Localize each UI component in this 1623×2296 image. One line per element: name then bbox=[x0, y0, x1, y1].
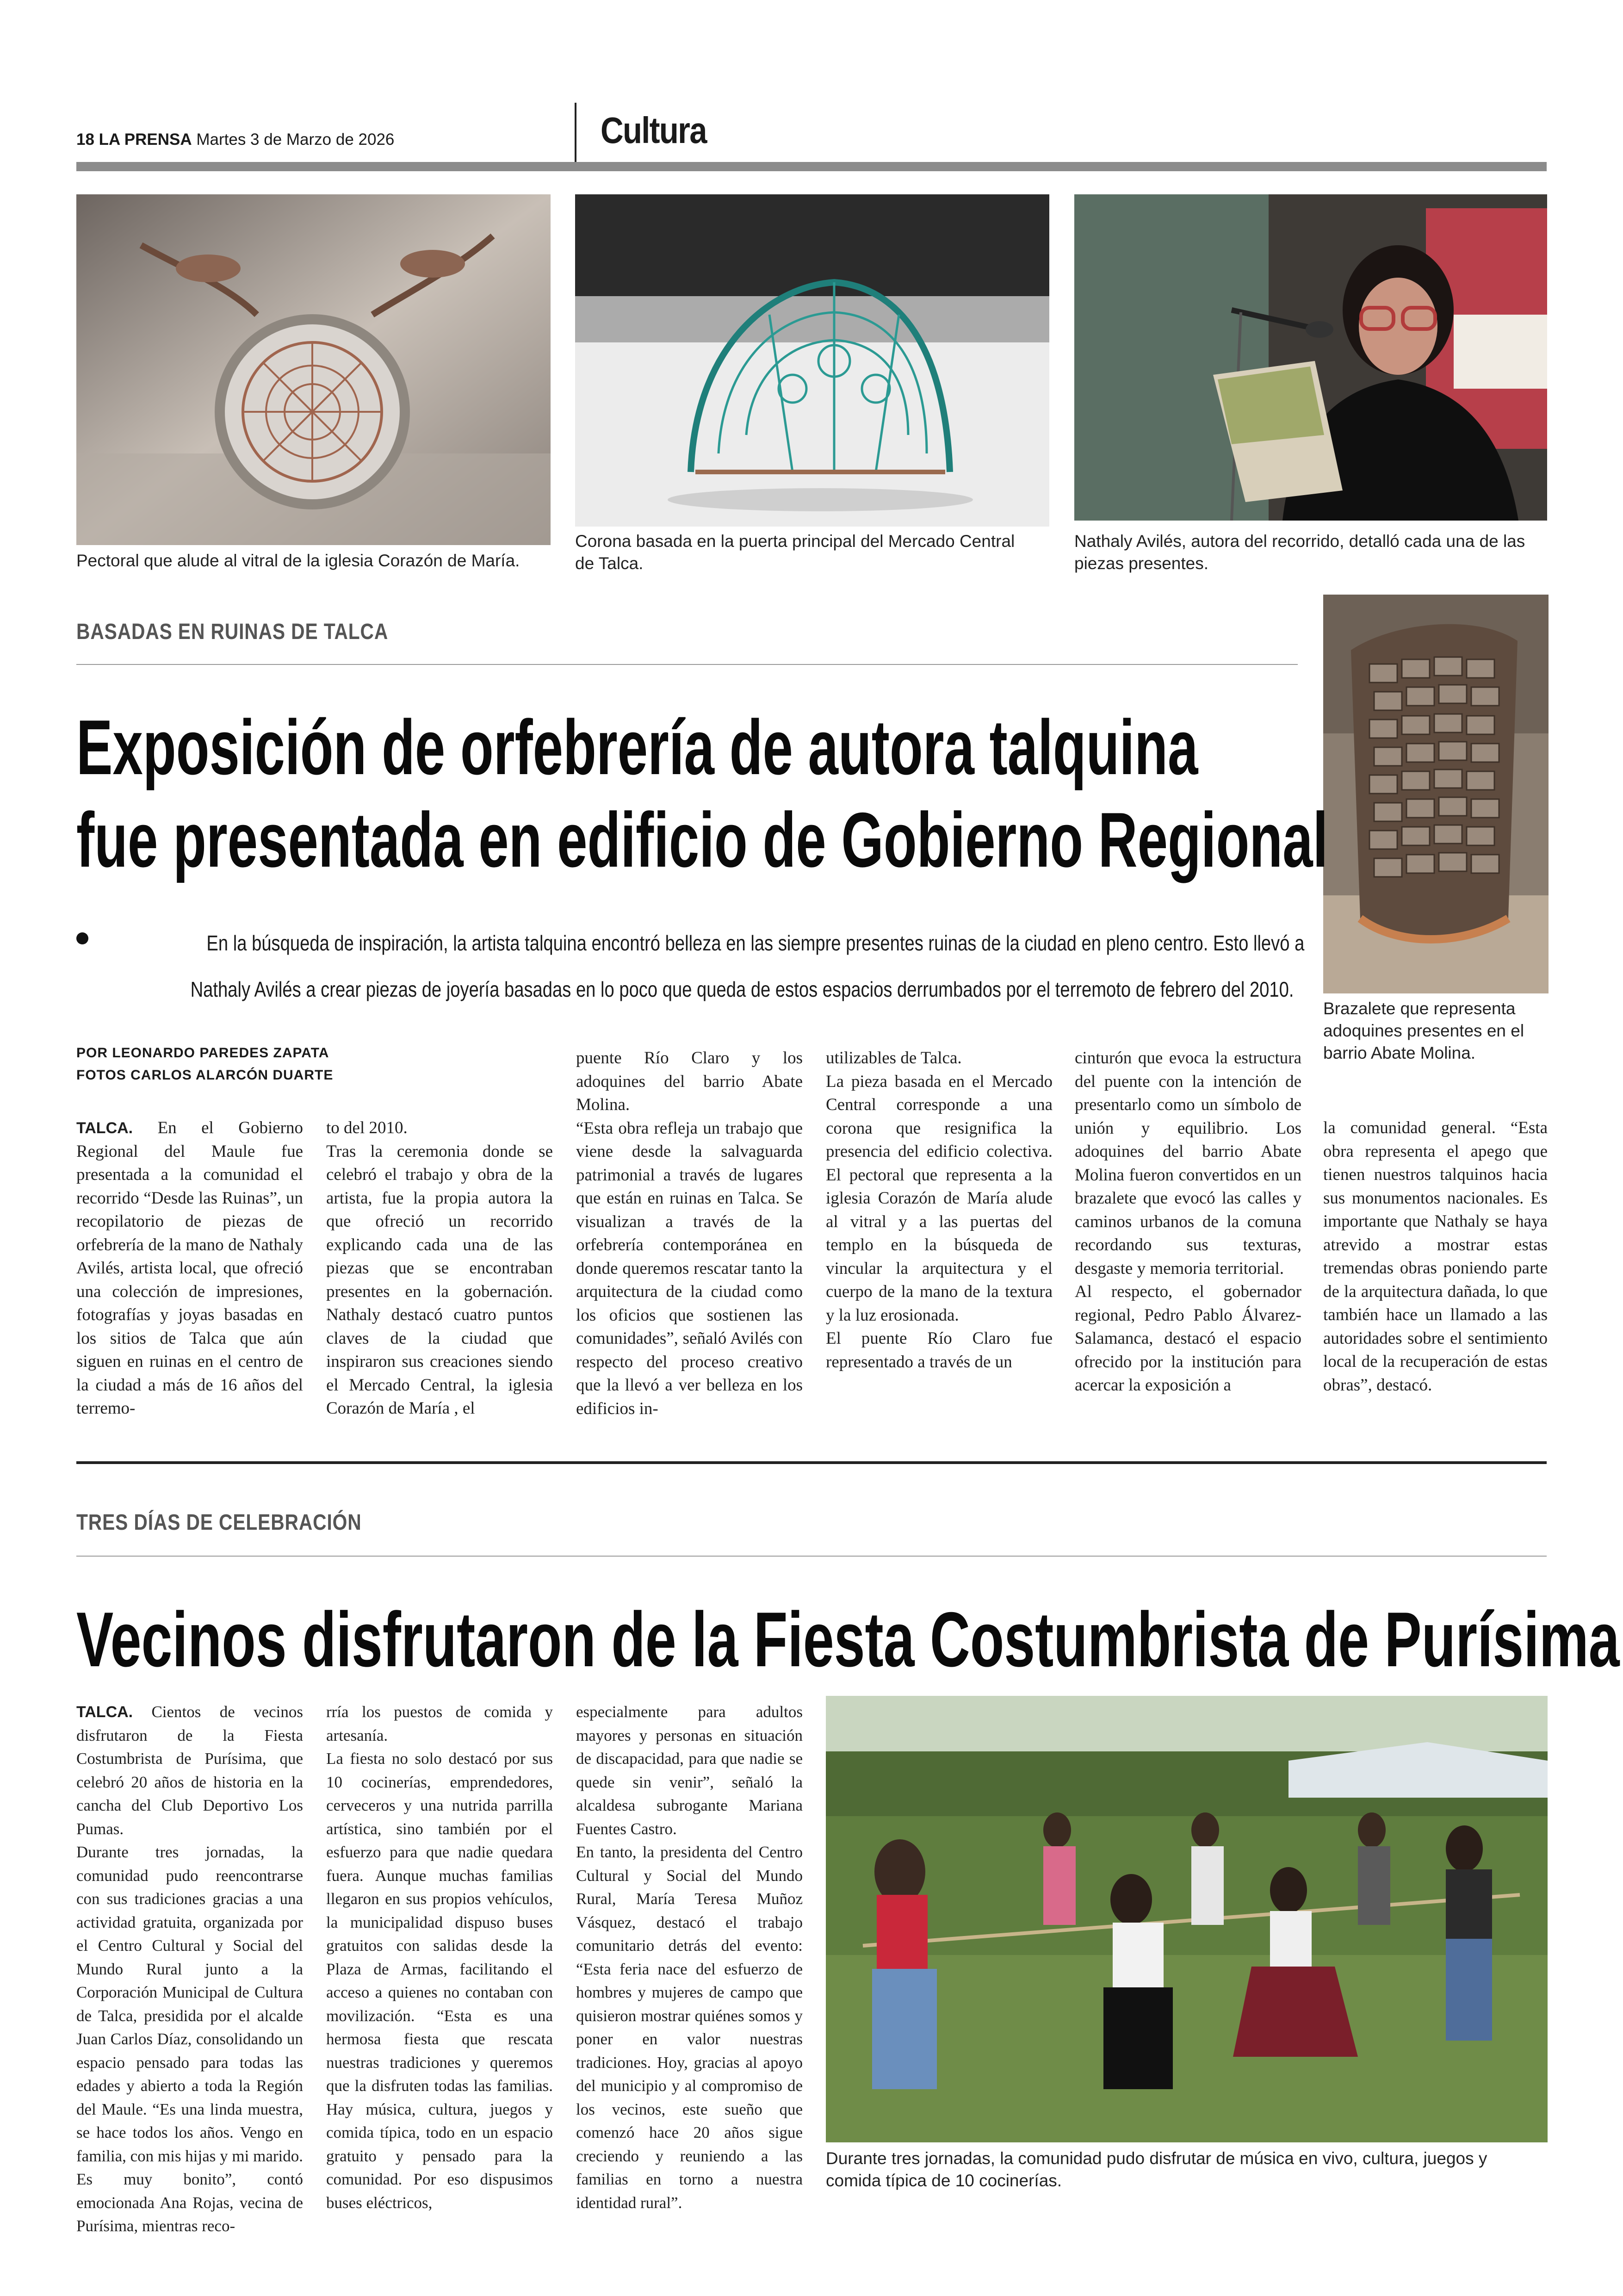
header-rule bbox=[76, 162, 1547, 171]
page-header-info bbox=[76, 130, 394, 149]
article1-column-5: cinturón que evoca la estructura del puente con la intención de presentarlo como un símbolo de unión y equilibrio. Los adoquines del barrio Abate Molina fueron convertidos en un brazalete que evocó las calles y caminos urbanos de la comuna recordando sus texturas, desgaste y memoria territorial. Al respecto, el gobernador regional, Pedro Pablo Álvarez-Salamanca, destacó el espacio ofrecido por la institución para acercar la exposición a bbox=[1075, 1049, 1301, 1395]
article1-column-3: puente Río Claro y los adoquines del barrio Abate Molina. “Esta obra refleja un trabajo que viene desde la salvaguarda patrimonial a través de lugares que están en ruinas en Talca. Se visualizan a través de la orfebrería contemporánea en donde queremos rescatar tanto la arquitectura de la ciudad como los oficios que sostienen las comunidades”, señaló Avilés con respecto del proceso creativo que la llevó a ver belleza en los edificios in- bbox=[576, 1049, 803, 1418]
lead-line: Nathaly Avilés a crear piezas de joyería basadas en lo poco que queda de estos espacios derrumbados por el terremoto de febrero del 2010. bbox=[190, 977, 1294, 1001]
article2-kicker: TRES DÍAS DE CELEBRACIÓN bbox=[76, 1510, 362, 1535]
brazalete-caption bbox=[1323, 998, 1524, 1064]
byline-author: POR LEONARDO PAREDES ZAPATA bbox=[76, 1045, 329, 1061]
article2-column-1 bbox=[76, 1700, 303, 2238]
brazalete-caption-line: adoquines presentes en el bbox=[1323, 1021, 1524, 1040]
fiesta-caption-line: Durante tres jornadas, la comunidad pudo disfrutar de música en vivo, cultura, juegos y bbox=[826, 2149, 1487, 2168]
brazalete-caption-line: barrio Abate Molina. bbox=[1323, 1043, 1476, 1062]
brazalete-photo bbox=[1323, 595, 1549, 993]
fiesta-caption-line: comida típica de 10 cocinerías. bbox=[826, 2171, 1062, 2190]
article1-column-2: to del 2010. Tras la ceremonia donde se celebró el trabajo y obra de la artista, fue la propia autora la que ofreció un recorrido explicando cada una de las piezas que se encontraban presentes en la gobernación. Nathaly destacó cuatro puntos claves de la ciudad que inspiraron sus creaciones siendo el Mercado Central, la iglesia Corazón de María , el bbox=[326, 1118, 553, 1418]
fiesta-caption bbox=[826, 2147, 1487, 2192]
article1-lead bbox=[191, 920, 1305, 1012]
lead-line: En la búsqueda de inspiración, la artista talquina encontró belleza en las siempre presentes ruinas de la ciudad en pleno centro. Esto llevó a bbox=[206, 931, 1305, 955]
article1-column-6: la comunidad general. “Esta obra representa el apego que tienen nuestros talquinos hacia sus monumentos nacionales. Es importante que Nathaly se haya atrevido a mostrar estas tremendas obras poniendo parte de la arquitectura dañada, lo que también hace un llamado a las autoridades sobre el sentimiento local de la recuperación de estas obras”, destacó. bbox=[1323, 1118, 1552, 1395]
article1-byline bbox=[76, 1042, 333, 1086]
corona-caption-line: Corona basada en la puerta principal del Mercado Central bbox=[575, 532, 1015, 551]
article2-column-3: especialmente para adultos mayores y personas en situación de discapacidad, para que nadie se quede sin venir”, señaló la alcaldesa subrogante Mariana Fuentes Castro. En tanto, la presidenta del Centro Cultural y Social del Mundo Rural, María Teresa Muñoz Vásquez, destacó el trabajo comunitario detrás del evento: “Esta feria nace del esfuerzo de hombres y mujeres de campo que quisieron mostrar quiénes somos y poner en valor nuestras tradiciones. Hoy, gracias al apoyo del municipio y al compromiso de los vecinos, este sueño que comenzó hace 20 años sigue creciendo y reuniendo a las familias en torno a nuestra identidad rural”. bbox=[576, 1703, 803, 2212]
article2-column-2: rría los puestos de comida y artesanía. La fiesta no solo destacó por sus 10 cocinerías, emprendedores, cerveceros y una nutrida parrilla artística, sino también por el esfuerzo para que nadie quedara fuera. Aunque muchas familias llegaron en sus propios vehículos, la municipalidad dispuso buses gratuitos con salidas desde la Plaza de Armas, facilitando el acceso a quienes no contaban con movilización. “Esta es una hermosa fiesta que rescata nuestras tradiciones y queremos que la disfruten todas las familias. Hay música, cultura, juegos y comida típica, todo en un espacio gratuito y pensado para la comunidad. Por eso dispusimos buses eléctricos, bbox=[326, 1703, 553, 2212]
corona-caption-line: de Talca. bbox=[575, 554, 644, 573]
article1-kicker: BASADAS EN RUINAS DE TALCA bbox=[76, 620, 389, 644]
header-divider bbox=[575, 103, 576, 163]
publication-name: LA PRENSA bbox=[99, 130, 192, 149]
lead-bullet bbox=[76, 932, 88, 944]
fiesta-photo bbox=[826, 1696, 1548, 2142]
nathaly-photo bbox=[1074, 194, 1547, 521]
dateline: TALCA. bbox=[76, 1703, 133, 1721]
article2-headline: Vecinos disfrutaron de la Fiesta Costumbrista de Purísima bbox=[76, 1596, 1620, 1683]
corona-photo bbox=[575, 194, 1049, 527]
pectoral-photo bbox=[76, 194, 551, 545]
brazalete-caption-line: Brazalete que representa bbox=[1323, 999, 1516, 1018]
headline-line: Exposición de orfebrería de autora talquina bbox=[76, 704, 1198, 791]
article1-col1-text: En el Gobierno Regional del Maule fue presentada a la comunidad el recorrido “Desde las Ruinas”, un recopilatorio de piezas de orfebrería de la mano de Nathaly Avilés, artista local, que ofreció una colección de impresiones, fotografías y joyas basadas en los sitios de Talca que aún siguen en ruinas en el centro de la ciudad a más de 16 años del terremo- bbox=[76, 1118, 308, 1418]
kicker-rule bbox=[76, 1556, 1547, 1557]
byline-photos: FOTOS CARLOS ALARCÓN DUARTE bbox=[76, 1067, 334, 1083]
article1-column-1 bbox=[76, 1117, 308, 1421]
nathaly-caption bbox=[1074, 530, 1525, 575]
page-number: 18 bbox=[76, 130, 94, 149]
nathaly-caption-line: piezas presentes. bbox=[1074, 554, 1209, 573]
article2-col1-text: Cientos de vecinos disfrutaron de la Fiesta Costumbrista de Purísima, que celebró 20 años de historia en la cancha del Club Deportivo Los Pumas. Durante tres jornadas, la comunidad pudo reencontrarse con sus tradiciones gracias a una actividad gratuita, organizada por el Centro Cultural y Social del Mundo Rural junto a la Corporación Municipal de Cultura de Talca, presidida por el alcalde Juan Carlos Díaz, consolidando un espacio pensado para todas las edades y abierto a toda la Región del Maule. “Es una linda muestra, se hace todos los años. Vengo en familia, con mis hijas y mi marido. Es muy bonito”, contó emocionada Ana Rojas, vecina de Purísima, mientras reco- bbox=[76, 1703, 303, 2235]
headline-line: fue presentada en edificio de Gobierno Regional bbox=[76, 796, 1328, 883]
pectoral-caption: Pectoral que alude al vitral de la iglesia Corazón de María. bbox=[76, 551, 520, 570]
section-title: Cultura bbox=[601, 110, 706, 151]
nathaly-caption-line: Nathaly Avilés, autora del recorrido, detalló cada una de las bbox=[1074, 532, 1525, 551]
article1-headline bbox=[76, 701, 1328, 886]
dateline: TALCA. bbox=[76, 1119, 133, 1137]
kicker-rule bbox=[76, 664, 1298, 665]
article1-column-4: utilizables de Talca. La pieza basada en el Mercado Central corresponde a una corona que resignifica la presencia del edificio colectiva. El pectoral que representa a la iglesia Corazón de María alude al vitral y a las puertas del templo en la búsqueda de vincular la arquitectura y el cuerpo de la mano de la textura y la luz erosionada. El puente Río Claro fue representado a través de un bbox=[826, 1049, 1053, 1371]
issue-date: Martes 3 de Marzo de 2026 bbox=[196, 130, 395, 149]
corona-caption bbox=[575, 530, 1015, 575]
article-separator bbox=[76, 1461, 1547, 1464]
